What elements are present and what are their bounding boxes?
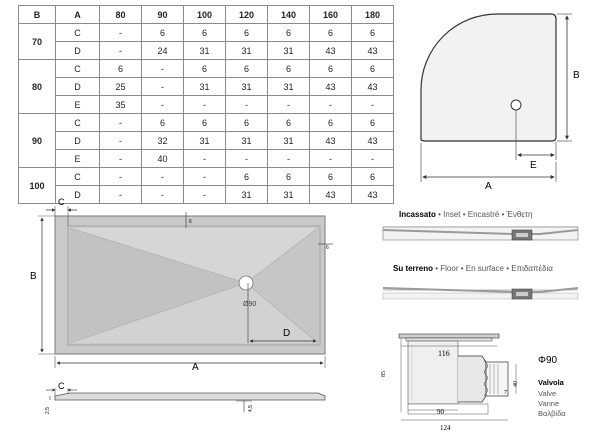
floor-base: [383, 293, 578, 299]
value-cell: 6: [268, 114, 310, 132]
value-cell: 6: [226, 114, 268, 132]
value-cell: -: [184, 186, 226, 204]
valve-flange: [399, 334, 499, 338]
value-cell: -: [226, 96, 268, 114]
valve-7-label: 7: [504, 390, 507, 396]
value-cell: 6: [100, 60, 142, 78]
value-cell: 6: [310, 24, 352, 42]
rect-b-label: B: [30, 271, 37, 282]
rectangular-tray-drawing: [30, 197, 333, 373]
quarter-round-tray-drawing: [421, 14, 580, 192]
value-cell: -: [268, 96, 310, 114]
value-cell: 35: [100, 96, 142, 114]
header-cell: 160: [310, 6, 352, 24]
quarter-drain-hole: [511, 100, 521, 110]
dimension-letter-cell: C: [56, 168, 100, 186]
value-cell: 6: [310, 60, 352, 78]
rect-d-label: D: [283, 328, 291, 339]
side-profile-drawing: [45, 381, 325, 414]
valve-legend: [538, 355, 566, 418]
value-cell: 6: [310, 114, 352, 132]
dimension-letter-cell: D: [56, 132, 100, 150]
value-cell: -: [352, 150, 394, 168]
value-cell: 31: [226, 42, 268, 60]
value-cell: 6: [184, 24, 226, 42]
floor-title: Su terreno: [393, 264, 434, 273]
value-cell: -: [100, 42, 142, 60]
value-cell: -: [226, 150, 268, 168]
value-cell: 25: [100, 78, 142, 96]
dimension-letter-cell: E: [56, 96, 100, 114]
inset-subtitle: • Inset • Encastré • Ένθετη: [435, 210, 533, 219]
dimension-letter-cell: C: [56, 24, 100, 42]
value-cell: -: [100, 132, 142, 150]
valve-90-label: 90: [437, 408, 444, 416]
value-cell: -: [142, 168, 184, 186]
valve-outlet: [458, 356, 486, 402]
value-cell: 43: [310, 132, 352, 150]
value-cell: 43: [310, 42, 352, 60]
dimension-letter-cell: D: [56, 42, 100, 60]
header-cell: 90: [142, 6, 184, 24]
value-cell: 43: [310, 78, 352, 96]
header-cell: 100: [184, 6, 226, 24]
dimension-letter-cell: D: [56, 186, 100, 204]
side-h-label: 2,5: [45, 407, 51, 414]
value-cell: 6: [226, 60, 268, 78]
value-cell: 31: [184, 42, 226, 60]
dimension-letter-cell: D: [56, 78, 100, 96]
value-cell: 6: [352, 60, 394, 78]
side-c-label: C: [58, 381, 65, 391]
value-cell: 6: [142, 24, 184, 42]
value-cell: -: [100, 168, 142, 186]
valve-name-fr: Vanne: [538, 399, 560, 408]
value-cell: 6: [352, 114, 394, 132]
header-cell: B: [19, 6, 56, 24]
value-cell: 31: [226, 132, 268, 150]
value-cell: 31: [184, 78, 226, 96]
floor-caption: [393, 264, 553, 273]
b-size-cell: 90: [19, 114, 56, 168]
value-cell: 6: [310, 168, 352, 186]
dimension-letter-cell: C: [56, 60, 100, 78]
header-cell: 80: [100, 6, 142, 24]
header-cell: 140: [268, 6, 310, 24]
rect-drain-hole: [239, 276, 253, 290]
side-profile-shape: [55, 393, 325, 400]
rect-six-top-label: 6: [189, 219, 192, 225]
value-cell: -: [142, 78, 184, 96]
value-cell: 43: [352, 186, 394, 204]
inset-title: Incassato: [399, 210, 436, 219]
quarter-e-label: E: [530, 160, 537, 171]
value-cell: -: [142, 186, 184, 204]
value-cell: 6: [268, 168, 310, 186]
b-size-cell: 70: [19, 24, 56, 60]
valve-name-el: Βαλβίδα: [538, 409, 566, 418]
valve-name-en: Valve: [538, 389, 557, 398]
value-cell: 31: [268, 78, 310, 96]
value-cell: -: [352, 96, 394, 114]
value-cell: 6: [142, 114, 184, 132]
value-cell: -: [100, 186, 142, 204]
value-cell: 43: [352, 132, 394, 150]
value-cell: 6: [268, 60, 310, 78]
value-cell: -: [310, 150, 352, 168]
value-cell: 31: [184, 132, 226, 150]
quarter-b-label: B: [573, 70, 580, 81]
value-cell: 6: [352, 168, 394, 186]
header-cell: A: [56, 6, 100, 24]
b-size-cell: 100: [19, 168, 56, 204]
value-cell: 6: [184, 60, 226, 78]
value-cell: 31: [268, 132, 310, 150]
valve-40-label: 40: [513, 381, 519, 387]
value-cell: 6: [352, 24, 394, 42]
quarter-a-label: A: [485, 181, 492, 192]
valve-85-label: 85: [381, 371, 387, 377]
value-cell: -: [184, 168, 226, 186]
rect-c-label: C: [58, 197, 65, 207]
dimension-letter-cell: C: [56, 114, 100, 132]
value-cell: -: [100, 150, 142, 168]
value-cell: 6: [226, 168, 268, 186]
value-cell: 31: [268, 42, 310, 60]
inset-section: [383, 210, 578, 240]
floor-subtitle: • Floor • En surface • Επιδαπέδια: [433, 264, 553, 273]
value-cell: -: [142, 60, 184, 78]
value-cell: -: [184, 96, 226, 114]
quarter-tray-outline: [421, 14, 556, 141]
value-cell: 6: [184, 114, 226, 132]
valve-phi-label: Φ90: [538, 355, 558, 366]
inset-caption: [399, 210, 532, 219]
rect-a-label: A: [192, 362, 199, 373]
value-cell: -: [268, 150, 310, 168]
b-size-cell: 80: [19, 60, 56, 114]
value-cell: -: [184, 150, 226, 168]
rect-drain-label: Ø90: [243, 301, 257, 308]
value-cell: -: [142, 96, 184, 114]
value-cell: -: [100, 114, 142, 132]
valve-116-label: 116: [438, 349, 450, 358]
valve-body: [408, 341, 458, 404]
valve-124-label: 124: [440, 424, 451, 432]
header-cell: 120: [226, 6, 268, 24]
value-cell: 43: [352, 42, 394, 60]
value-cell: -: [310, 96, 352, 114]
value-cell: 6: [268, 24, 310, 42]
rect-six-right-label: 6: [326, 245, 329, 251]
value-cell: 32: [142, 132, 184, 150]
value-cell: 43: [310, 186, 352, 204]
header-cell: 180: [352, 6, 394, 24]
value-cell: 31: [268, 186, 310, 204]
floor-section: [383, 264, 578, 299]
value-cell: 31: [226, 186, 268, 204]
value-cell: 24: [142, 42, 184, 60]
value-cell: 43: [352, 78, 394, 96]
valve-drawing: [381, 334, 519, 432]
value-cell: 6: [226, 24, 268, 42]
valve-title: Valvola: [538, 378, 564, 387]
value-cell: 40: [142, 150, 184, 168]
dimension-letter-cell: E: [56, 150, 100, 168]
value-cell: 31: [226, 78, 268, 96]
side-s-label: 4,5: [248, 405, 254, 412]
value-cell: -: [100, 24, 142, 42]
